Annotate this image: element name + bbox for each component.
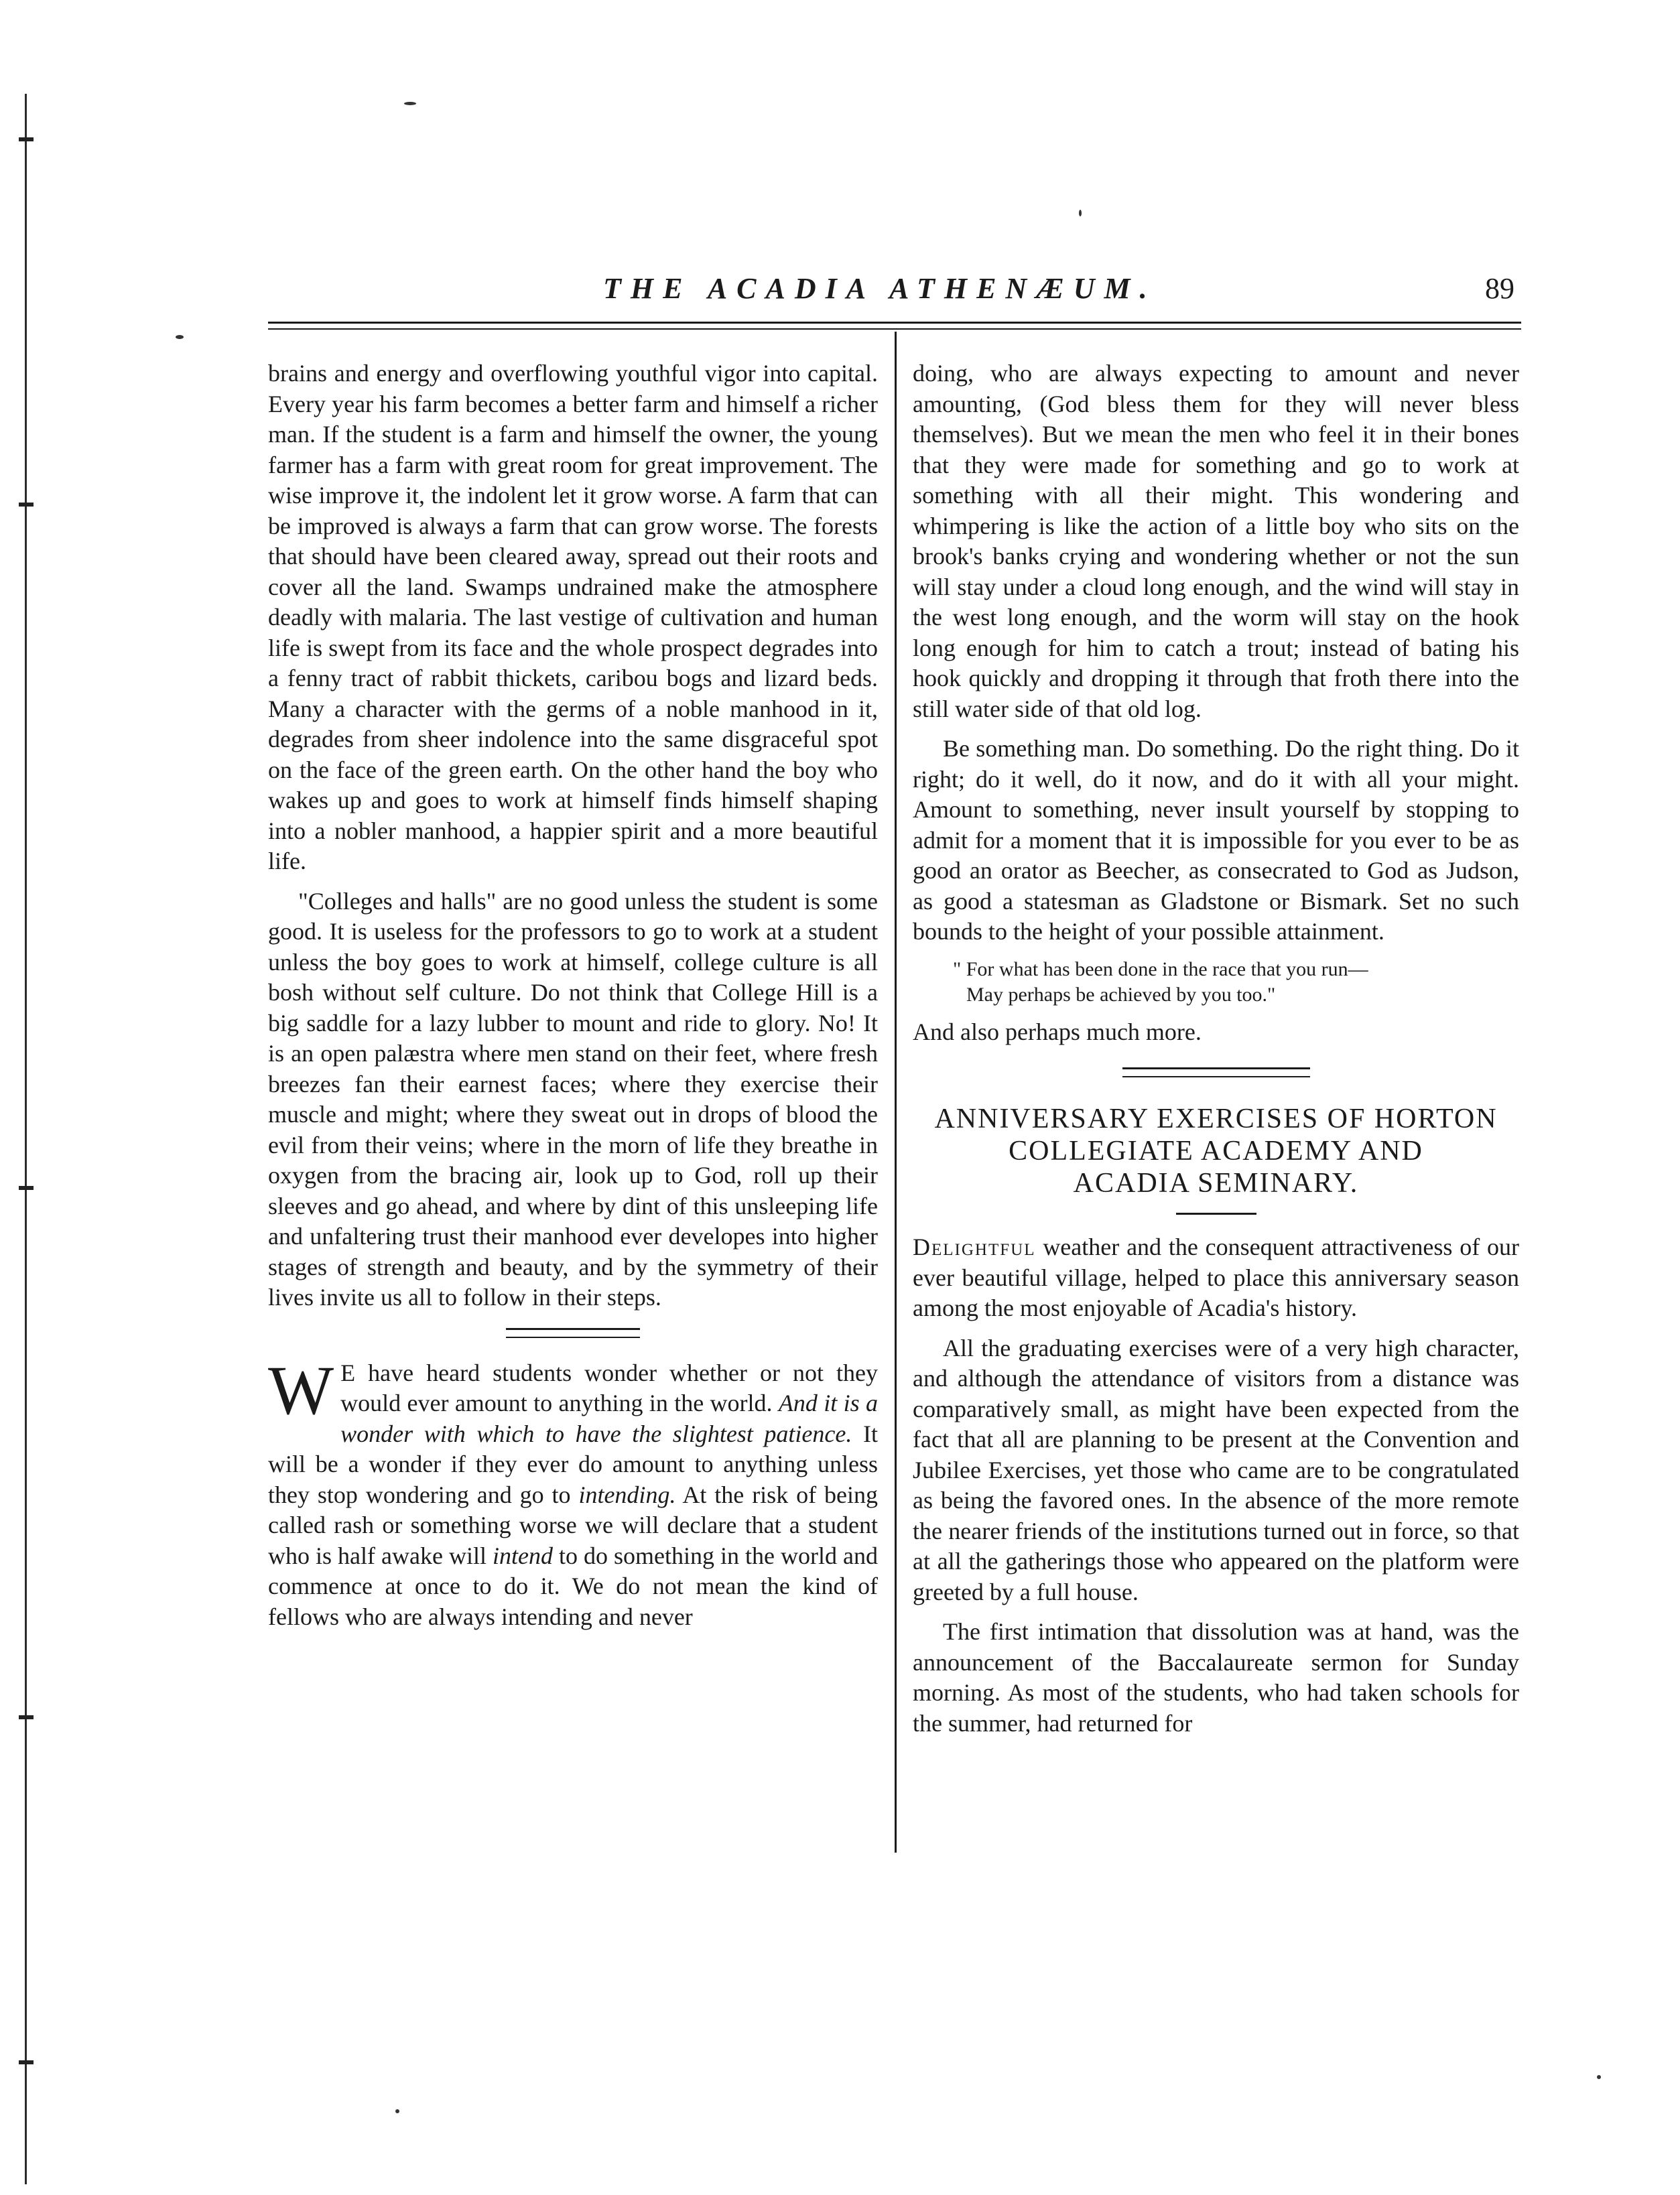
- paragraph: W E have heard students wonder whether or not they would ever amount to anything in the world. And it is a wonder with which to have the slightest patience. It will be a wonder if they ever do amount to anything unless they stop wondering and go to intending. At the risk of being called rash or something worse we will declare that a student who is half awake will intend to do something in the world and commence at once to do it. We do not mean the kind of fellows who are always intending and never: [268, 1351, 878, 1630]
- paragraph: Be something man. Do something. Do the right thing. Do it right; do it well, do it now, and do it with all your might. Amount to something, never insult yourself by stopping to admit for a moment that it is impossible for you ever to be as good an orator as Beecher, as consecrated to God as Judson, as good a statesman as Gladstone or Bismark. Set no such bounds to the height of your possible attainment.: [913, 735, 1519, 945]
- binding-mark: [19, 1186, 34, 1190]
- paragraph: doing, who are always expecting to amount and never amounting, (God bless them for they will never bless themselves). But we mean the men who feel it in their bones that they were made for something and go to work at something with all their might. This wondering and whimpering is like the action of a little boy who sits on the brook's banks crying and wondering whether or not the sun will stay under a cloud long enough, and the wind will stay in the west long enough, and the worm will stay on the hook long enough for him to catch a trout; instead of bating his hook quickly and dropping it through that froth there into the still water side of that old log.: [913, 360, 1519, 722]
- binding-edge: [19, 0, 32, 2195]
- journal-title: THE ACADIA ATHENÆUM.: [603, 272, 1157, 305]
- right-column: [913, 358, 1519, 1748]
- running-header: [268, 271, 1521, 312]
- binding-mark: [19, 503, 34, 507]
- paragraph: brains and energy and overflowing youthful vigor into capital. Every year his farm becomes a better farm and himself a richer man. If the student is a farm and himself the owner, the young farmer has a farm with great room for great improvement. The wise improve it, the indolent let it grow worse. A farm that can be improved is always a farm that can grow worse. The forests that should have been cleared away, spread out their roots and cover all the land. Swamps undrained make the atmosphere deadly with malaria. The last vestige of cultivation and human life is swept from its face and the whole prospect degrades into a fenny tract of rabbit thickets, caribou bogs and lizard beds. Many a character with the germs of a noble manhood in it, degrades from sheer indolence into the same disgraceful spot on the face of the green earth. On the other hand the boy who wakes up and goes to work at himself finds himself shaping into a nobler manhood, a happier spirit and a more beautiful life.: [268, 360, 878, 874]
- binding-mark: [19, 137, 34, 141]
- section-separator: [506, 1328, 640, 1338]
- paragraph: All the graduating exercises were of a very high character, and although the attendance of visitors from a distance was comparatively small, as might have been expected from the fact that all are planning to be present at the Convention and Jubilee Exercises, yet those who came are to be congratulated as being the favored ones. In the absence of the more remote the nearer friends of the institutions turned out in force, so that at all the gatherings those who appeared on the platform were greeted by a full house.: [913, 1334, 1519, 1605]
- print-speck: [176, 335, 184, 339]
- binding-line: [25, 94, 27, 2184]
- section-title: ANNIVERSARY EXERCISES OF HORTON COLLEGIATE ACADEMY AND ACADIA SEMINARY.: [934, 1104, 1498, 1199]
- drop-cap: W: [268, 1351, 334, 1429]
- print-speck: [1079, 210, 1082, 216]
- column-divider: [895, 332, 897, 1853]
- paragraph: Delightful weather and the consequent attractiveness of our ever beautiful village, helped to place this anniversary season among the most enjoyable of Acadia's history.: [913, 1234, 1519, 1321]
- page-number: 89: [1485, 272, 1514, 305]
- title-rule: [1176, 1213, 1256, 1215]
- paragraph: The first intimation that dissolution was at hand, was the announcement of the Baccalaureate sermon for Sunday morning. As most of the students, who had taken schools for the summer, had returned for: [913, 1618, 1519, 1737]
- paragraph: "Colleges and halls" are no good unless the student is some good. It is useless for the professors to go to work at a student unless the boy goes to work at himself, college culture is all bosh without self culture. Do not think that College Hill is a big saddle for a lazy lubber to mount and ride to glory. No! It is an open palæstra where men stand on their feet, where fresh breezes fan their earnest faces; where they exercise their muscle and might; where they sweat out in drops of blood the evil from their veins; where in the morn of life they breathe in oxygen from the bracing air, look up to God, roll up their sleeves and go ahead, and where by dint of this unsleeping life and unfaltering trust their manhood ever developes into higher stages of strength and beauty, and by the symmetry of their lives invite us all to follow in their steps.: [268, 887, 878, 1311]
- print-speck: [404, 102, 416, 105]
- verse-quote: " For what has been done in the race that you run— May perhaps be achieved by you too.": [953, 957, 1368, 1006]
- print-speck: [395, 2109, 399, 2113]
- header-rule: [268, 322, 1521, 324]
- header-rule: [268, 328, 1521, 330]
- lead-word: Delightful: [913, 1234, 1036, 1260]
- section-separator: [1122, 1067, 1310, 1077]
- left-column: [268, 358, 878, 1642]
- binding-mark: [19, 2060, 34, 2064]
- paragraph: And also perhaps much more.: [913, 1018, 1202, 1045]
- print-speck: [1597, 2075, 1601, 2079]
- binding-mark: [19, 1715, 34, 1719]
